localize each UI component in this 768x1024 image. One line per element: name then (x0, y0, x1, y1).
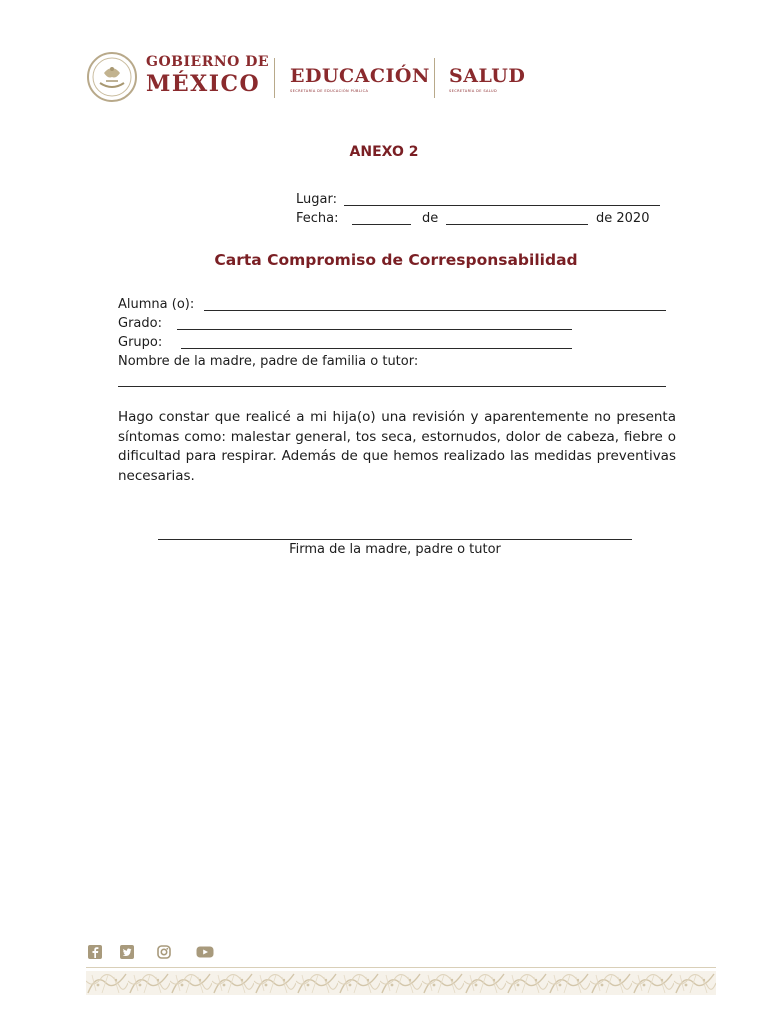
letter-title: Carta Compromiso de Corresponsabilidad (214, 251, 578, 269)
salud-subtitle: SECRETARÍA DE SALUD (449, 89, 498, 93)
grado-label: Grado: (118, 316, 162, 331)
coat-of-arms-seal (86, 51, 138, 103)
alumno-label: Alumna (o): (118, 297, 195, 312)
instagram-icon[interactable] (157, 944, 171, 958)
fecha-day-line[interactable] (352, 224, 411, 225)
alumno-line[interactable] (204, 310, 666, 311)
statement-paragraph: Hago constar que realicé a mi hija(o) una revisión y aparentemente no presenta síntomas como: malestar general, tos seca, estornudos, dolor de cabeza, fiebre o dificultad para respirar. Además de que hemos realizado las medidas preventivas necesarias. (118, 409, 676, 484)
year-label: de 2020 (596, 211, 650, 226)
facebook-icon[interactable] (88, 944, 102, 958)
grupo-line[interactable] (181, 348, 572, 349)
gobierno-line2: MÉXICO (146, 71, 261, 97)
lugar-line[interactable] (344, 205, 660, 206)
fecha-label: Fecha: (296, 211, 339, 226)
salud-logo-text: SALUD (449, 65, 526, 87)
twitter-icon[interactable] (120, 944, 134, 958)
de-label: de (422, 211, 439, 226)
header-divider (434, 58, 435, 98)
youtube-icon[interactable] (196, 944, 214, 958)
tutor-label: Nombre de la madre, padre de familia o tutor: (118, 354, 419, 369)
annex-title: ANEXO 2 (349, 144, 419, 160)
header-divider (274, 58, 275, 98)
grado-line[interactable] (177, 329, 572, 330)
grupo-label: Grupo: (118, 335, 163, 350)
lugar-label: Lugar: (296, 192, 337, 207)
gobierno-line1: GOBIERNO DE (146, 54, 270, 70)
educacion-subtitle: SECRETARÍA DE EDUCACIÓN PÚBLICA (290, 89, 369, 93)
footer-pattern (86, 971, 716, 995)
tutor-line[interactable] (118, 386, 666, 387)
fecha-month-line[interactable] (446, 224, 588, 225)
educacion-logo-text: EDUCACIÓN (290, 65, 430, 87)
signature-line[interactable] (158, 539, 632, 540)
footer-divider (86, 967, 716, 968)
signature-label: Firma de la madre, padre o tutor (289, 542, 501, 557)
